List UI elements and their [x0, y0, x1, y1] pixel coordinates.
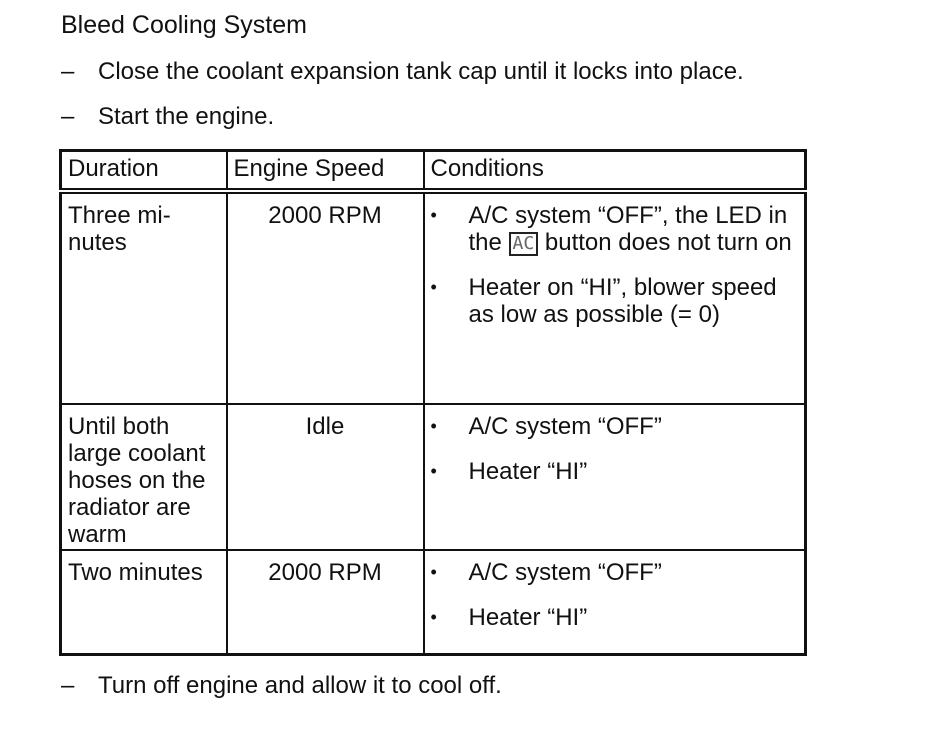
step-dash: – [61, 58, 75, 85]
bullet: • [430, 561, 437, 582]
bullet: • [430, 276, 437, 297]
duration-cell: Two minutes [61, 550, 227, 655]
header-conditions: Conditions [424, 151, 806, 191]
table-row [61, 404, 806, 550]
table-row [61, 550, 806, 655]
step-text: Start the engine. [98, 103, 275, 130]
engine-speed-cell: Idle [227, 404, 424, 550]
table-row [61, 191, 806, 404]
duration-cell: Until both large coolant hoses on the radiator are warm [61, 404, 227, 550]
bleed-procedure-table [59, 149, 807, 656]
section-heading: Bleed Cooling System [61, 11, 307, 39]
conditions-list [425, 559, 799, 631]
conditions-cell [424, 404, 806, 550]
condition-text: Heater “HI” [468, 603, 588, 631]
list-item [425, 604, 799, 631]
list-item [425, 559, 799, 586]
list-item [425, 413, 799, 440]
list-item [425, 202, 799, 256]
list-item [425, 274, 799, 328]
header-duration: Duration [61, 151, 227, 191]
step-dash: – [61, 103, 75, 130]
bullet: • [430, 606, 437, 627]
bullet: • [430, 460, 437, 481]
ac-key-label: AC [509, 232, 539, 256]
step-text: Close the coolant expansion tank cap until it locks into place. [98, 58, 744, 85]
bullet: • [430, 204, 437, 225]
conditions-list [425, 413, 799, 485]
condition-text: Heater “HI” [468, 457, 588, 485]
condition-text-after: button does not turn on [538, 228, 792, 256]
bullet: • [430, 415, 437, 436]
header-engine-speed: Engine Speed [227, 151, 424, 191]
conditions-list [425, 202, 799, 328]
engine-speed-cell: 2000 RPM [227, 191, 424, 404]
list-item [425, 458, 799, 485]
step-dash: – [61, 672, 75, 699]
duration-text: Three mi- nutes [68, 201, 171, 256]
conditions-cell [424, 191, 806, 404]
condition-text: A/C system “OFF” [468, 558, 662, 586]
conditions-cell [424, 550, 806, 655]
condition-text: A/C system “OFF” [468, 412, 662, 440]
step-text: Turn off engine and allow it to cool off. [98, 672, 502, 699]
duration-cell [61, 191, 227, 404]
condition-text: Heater on “HI”, blower speed as low as possible (= 0) [468, 273, 777, 328]
table-header-row [61, 151, 806, 191]
engine-speed-cell: 2000 RPM [227, 550, 424, 655]
condition-text-before: A/C system “OFF”, the LED in the [468, 201, 788, 256]
